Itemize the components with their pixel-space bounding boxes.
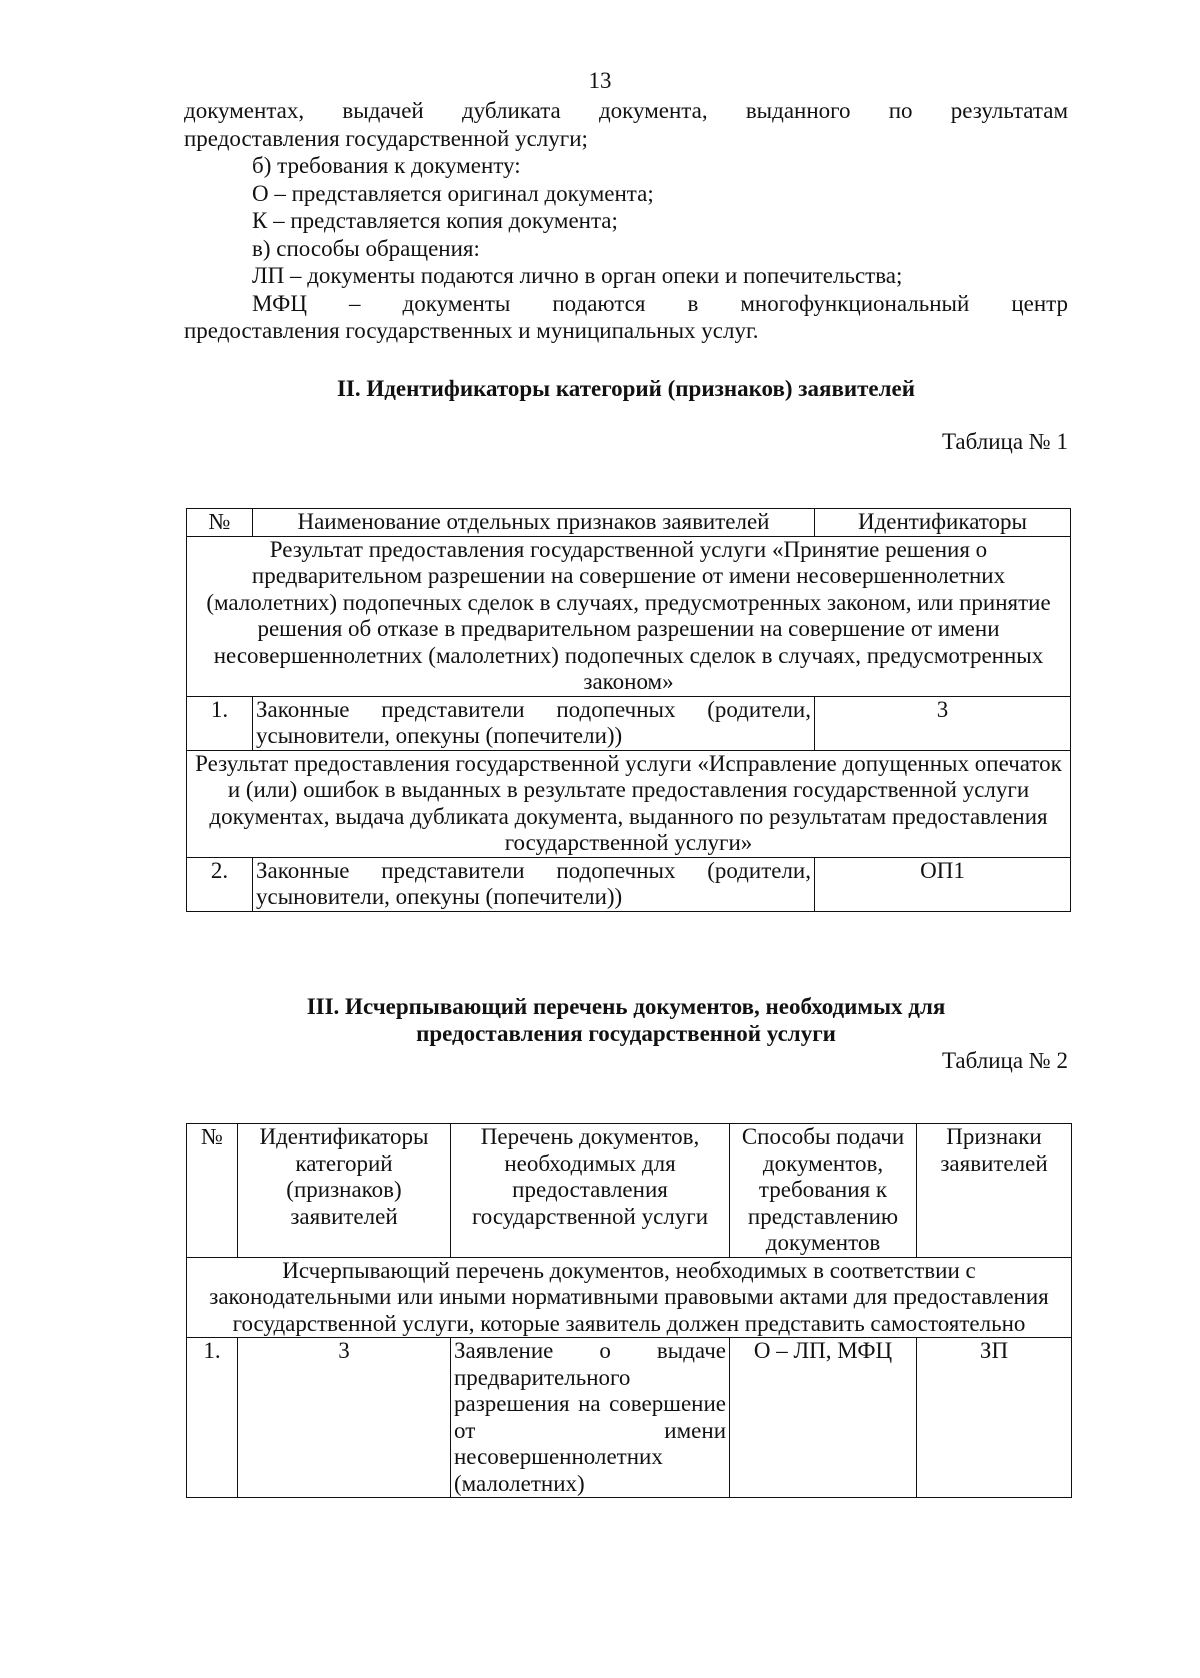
methods-heading: в) способы обращения: [252, 235, 480, 261]
documents-group-heading: Исчерпывающий перечень документов, необходимых в соответствии с законодательными или иными нормативными правовыми актами для предоставления государственной услуги, которые заявитель должен представить самостоятельно [187, 1257, 1072, 1338]
header-cell: № [187, 509, 253, 537]
table-group-row [187, 536, 1071, 696]
method-mfc-continued: предоставления государственных и муниципальных услуг. [184, 318, 759, 343]
header-cell: Перечень документов, необходимых для предоставления государственной услуги [451, 1124, 730, 1258]
header-cell: № [187, 1124, 238, 1258]
table-row [187, 696, 1071, 750]
table-2-caption: Таблица № 2 [941, 1048, 1068, 1073]
header-cell: Идентификаторы [815, 509, 1071, 537]
applicant-sign: Законные представители подопечных (родители, усыновители, опекуны (попечители)) [253, 696, 815, 750]
table-1 [186, 508, 1071, 912]
section-2-title: II. Идентификаторы категорий (признаков) заявителей [336, 376, 916, 401]
header-cell: Наименование отдельных признаков заявителей [253, 509, 815, 537]
table-group-row [187, 750, 1071, 857]
document-name: Заявление о выдаче предварительного разрешения на совершение от имени несовершеннолетних (малолетних) [451, 1338, 730, 1498]
submission-methods: О – ЛП, МФЦ [730, 1338, 917, 1498]
intro-text [184, 97, 1068, 345]
row-number: 1. [187, 1338, 238, 1498]
method-mfc: МФЦ – документы подаются в многофункциональный центр [252, 290, 1068, 316]
method-personal: ЛП – документы подаются лично в орган опеки и попечительства; [252, 263, 903, 288]
table-row [187, 1338, 1072, 1498]
table-group-row [187, 1257, 1072, 1338]
result-heading: Результат предоставления государственной услуги «Принятие решения о предварительном разрешении на совершение от имени несовершеннолетних (малолетних) подопечных сделок в случаях, предусмотренных законом, или принятие решения об отказе в предварительном разрешении на совершение от имени несовершеннолетних (малолетних) подопечных сделок в случаях, предусмотренных законом» [187, 536, 1071, 696]
table-header-row [187, 509, 1071, 537]
header-cell: Идентификаторы категорий (признаков) заявителей [238, 1124, 451, 1258]
applicant-sign: Законные представители подопечных (родители, усыновители, опекуны (попечители)) [253, 857, 815, 911]
category-identifier: 3 [238, 1338, 451, 1498]
requirement-copy: К – представляется копия документа; [252, 208, 618, 233]
table-1-caption: Таблица № 1 [941, 429, 1068, 454]
applicant-signs: ЗП [917, 1338, 1072, 1498]
intro-line: документах, выдачей дубликата документа, выданного по результатам [184, 98, 1068, 123]
section-3-title [184, 993, 1068, 1047]
table-2 [186, 1123, 1072, 1498]
header-cell: Способы подачи документов, требования к представлению документов [730, 1124, 917, 1258]
row-number: 1. [187, 696, 253, 750]
section-3-title-line: III. Исчерпывающий перечень документов, необходимых для [306, 994, 946, 1019]
header-cell: Признаки заявителей [917, 1124, 1072, 1258]
table-header-row [187, 1124, 1072, 1258]
identifier: 3 [815, 696, 1071, 750]
row-number: 2. [187, 857, 253, 911]
requirements-heading: б) требования к документу: [252, 153, 521, 178]
page-number: 13 [588, 68, 612, 93]
identifier: ОП1 [815, 857, 1071, 911]
table-row [187, 857, 1071, 911]
intro-line: предоставления государственной услуги; [184, 125, 588, 151]
requirement-original: О – представляется оригинал документа; [252, 180, 654, 206]
result-heading: Результат предоставления государственной услуги «Исправление допущенных опечаток и (или) ошибок в выданных в результате предоставления государственной услуги документах, выдача дубликата документа, выданного по результатам предоставления государственной услуги» [187, 750, 1071, 857]
section-3-title-line: предоставления государственной услуги [416, 1021, 836, 1046]
